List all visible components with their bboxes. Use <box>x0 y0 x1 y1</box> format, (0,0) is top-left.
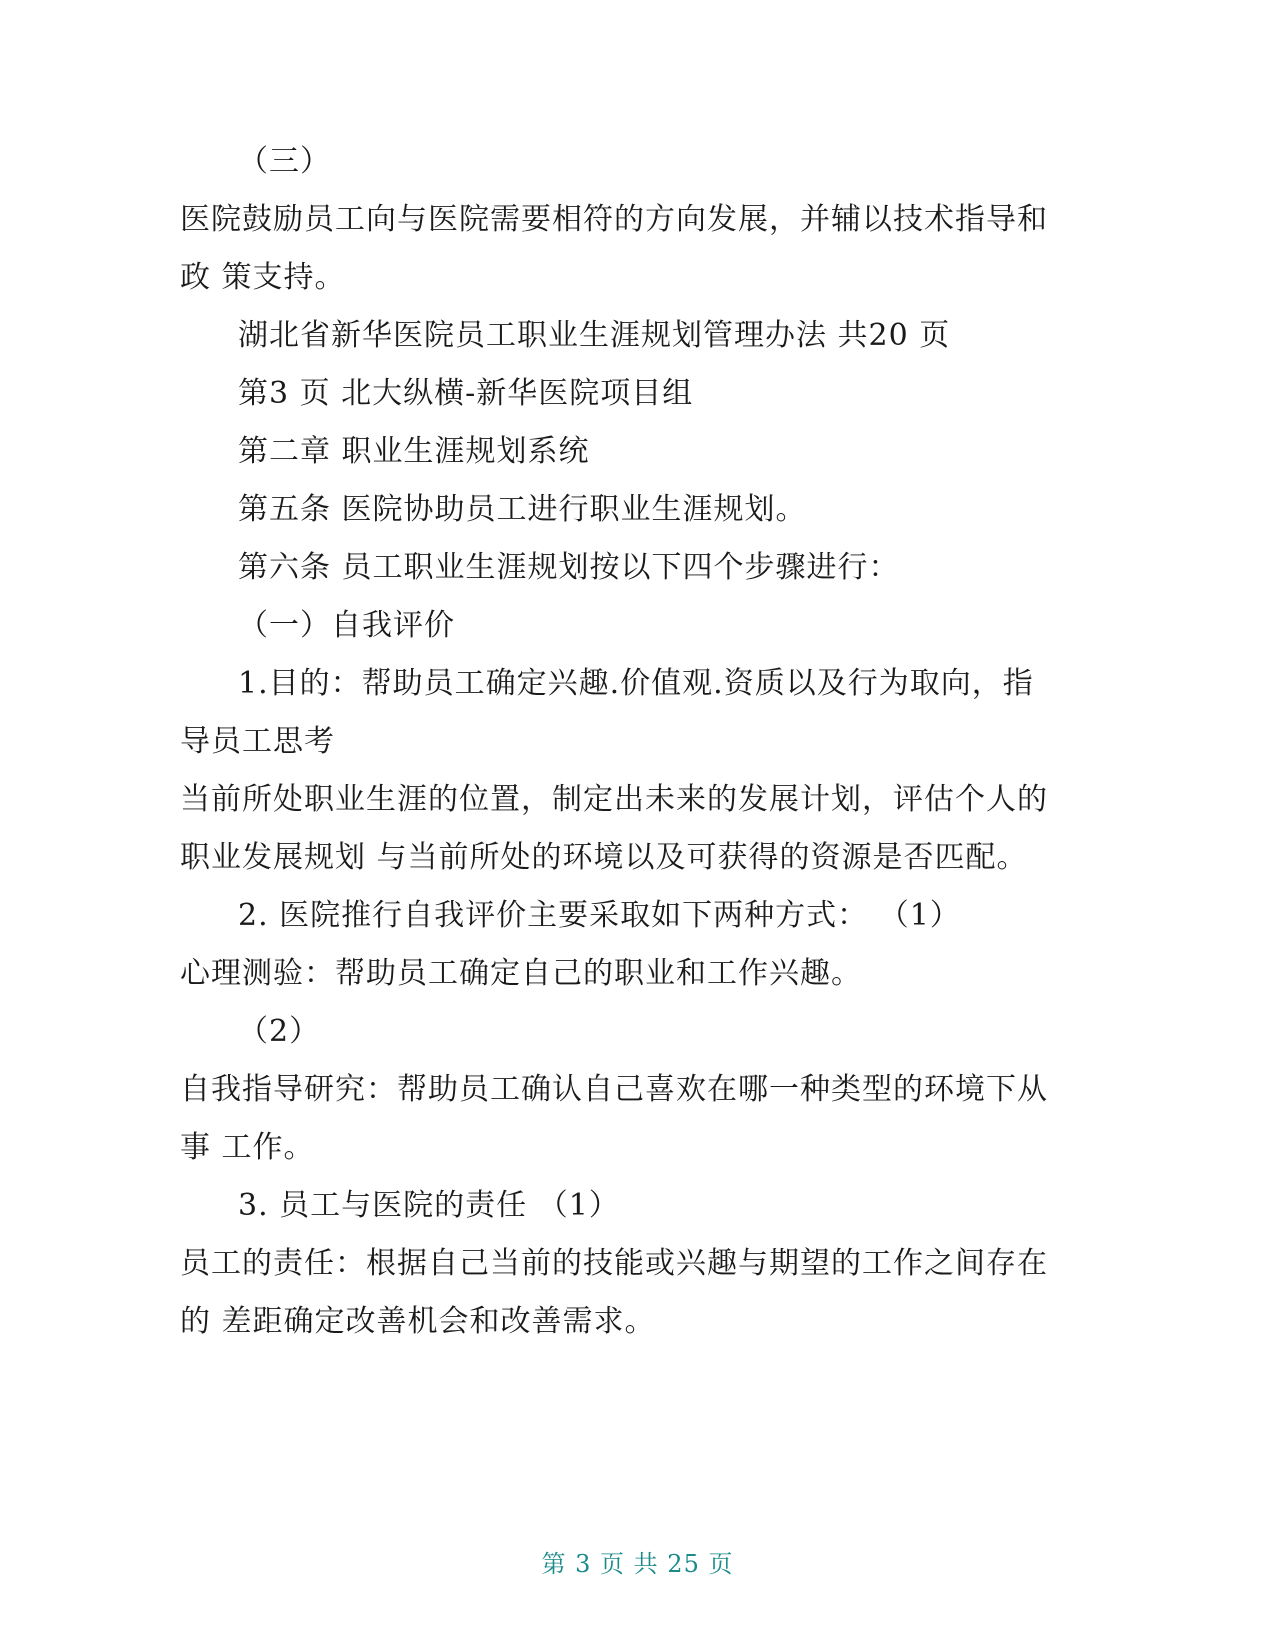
paragraph-line: 导员工思考 <box>180 724 335 759</box>
paragraph-line: 员工的责任：根据自己当前的技能或兴趣与期望的工作之间存在 <box>180 1246 1048 1281</box>
paragraph-line: 当前所处职业生涯的位置，制定出未来的发展计划，评估个人的 <box>180 782 1048 817</box>
article-six: 第六条 员工职业生涯规划按以下四个步骤进行： <box>238 550 900 585</box>
chapter-heading: 第二章 职业生涯规划系统 <box>238 434 590 469</box>
paragraph-line: 心理测验：帮助员工确定自己的职业和工作兴趣。 <box>180 956 862 991</box>
article-five: 第五条 医院协助员工进行职业生涯规划。 <box>238 492 807 527</box>
paragraph-line: 自我指导研究：帮助员工确认自己喜欢在哪一种类型的环境下从 <box>180 1072 1048 1107</box>
paragraph-line: 3. 员工与医院的责任 （1） <box>238 1188 620 1223</box>
paragraph-line: 1.目的：帮助员工确定兴趣.价值观.资质以及行为取向，指 <box>238 666 1034 701</box>
section-heading-three: （三） <box>238 144 331 179</box>
paragraph-line: 事 工作。 <box>180 1130 315 1165</box>
subsection-heading: （一）自我评价 <box>238 608 455 643</box>
paragraph-line: 2. 医院推行自我评价主要采取如下两种方式： （1） <box>238 898 961 933</box>
paragraph-line: （2） <box>238 1014 321 1049</box>
paragraph-line: 职业发展规划 与当前所处的环境以及可获得的资源是否匹配。 <box>180 840 1028 875</box>
paragraph-line: 医院鼓励员工向与医院需要相符的方向发展，并辅以技术指导和 <box>180 202 1048 237</box>
page-footer: 第 3 页 共 25 页 <box>541 1550 734 1578</box>
paragraph-line: 的 差距确定改善机会和改善需求。 <box>180 1304 656 1339</box>
page-header-line: 第3 页 北大纵横-新华医院项目组 <box>238 376 694 411</box>
document-title-line: 湖北省新华医院员工职业生涯规划管理办法 共20 页 <box>238 318 951 353</box>
paragraph-line: 政 策支持。 <box>180 260 346 295</box>
